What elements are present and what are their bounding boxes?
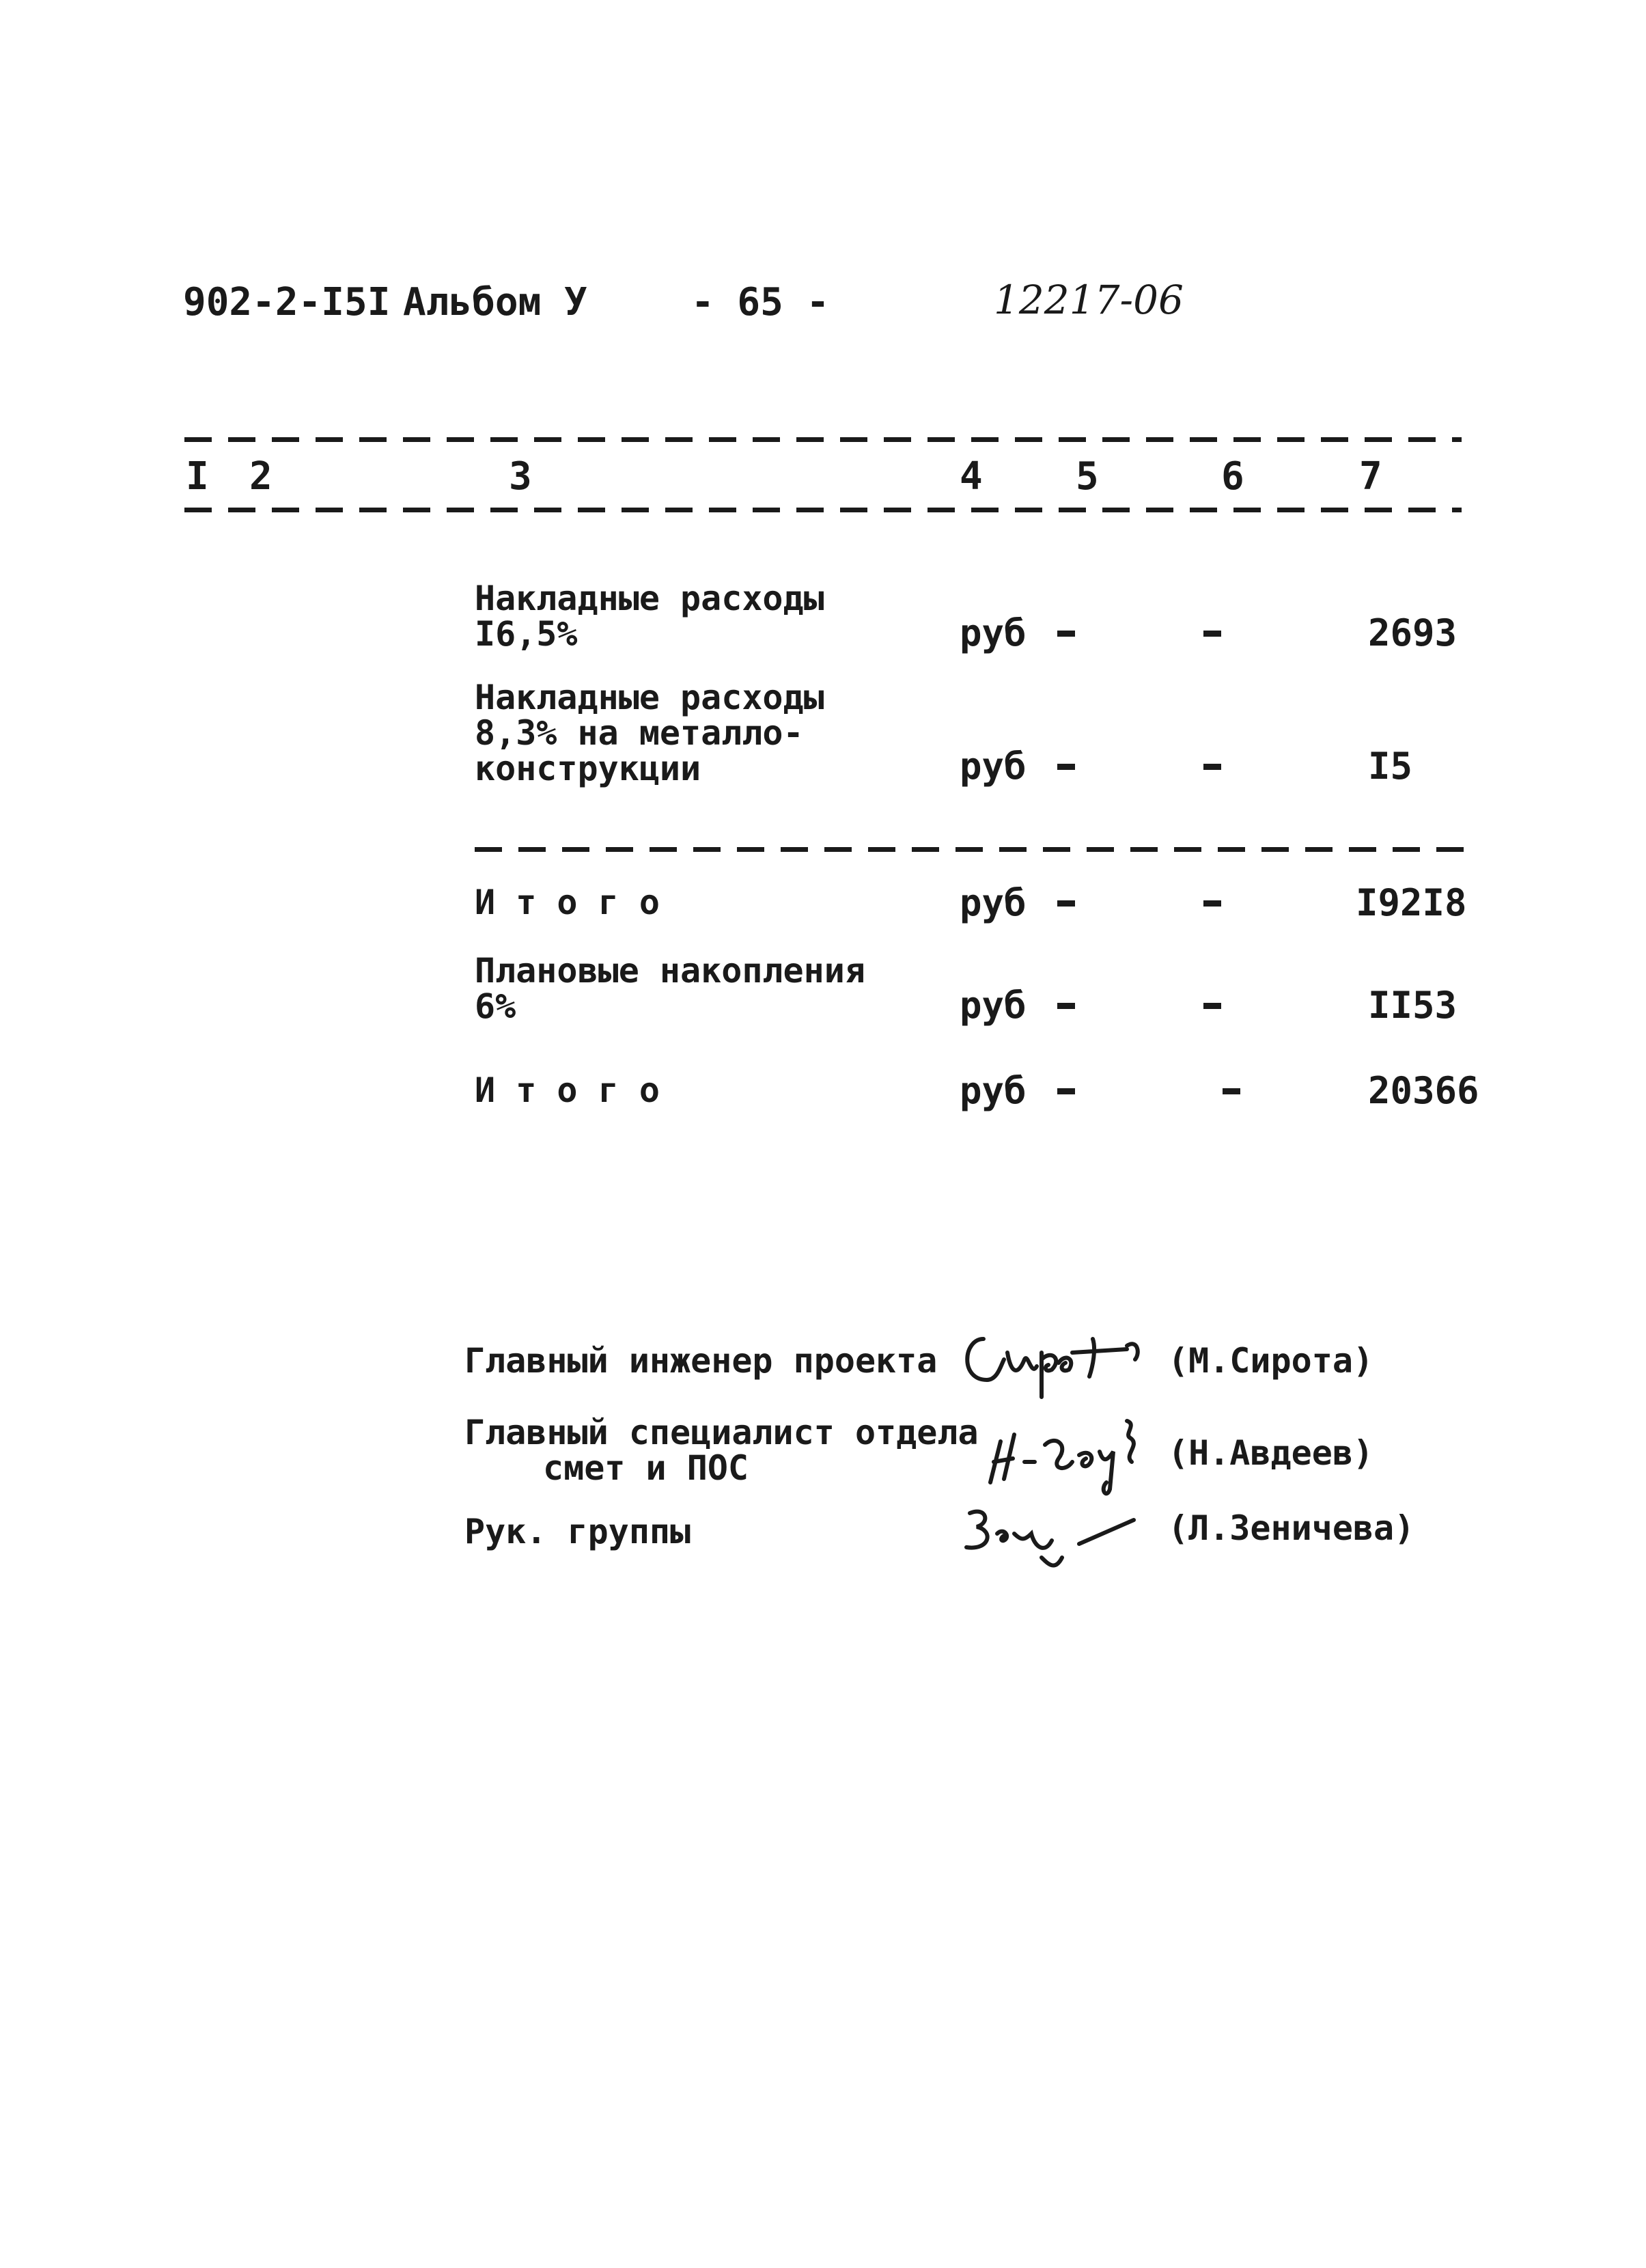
row-name-line: Накладные расходы: [475, 579, 824, 618]
table-top-rule: [184, 437, 1462, 442]
row-col5-dash: [1057, 1088, 1075, 1094]
row-value: I92I8: [1356, 881, 1467, 924]
signatory-role: Рук. группы: [464, 1512, 691, 1551]
signatory-role: смет и ПОС: [543, 1448, 749, 1488]
column-number-6: 6: [1221, 454, 1244, 499]
row-name-line: И т о г о: [475, 1070, 660, 1110]
row-name-line: конструкции: [475, 749, 701, 788]
row-value: 2693: [1368, 611, 1457, 654]
row-name-line: Накладные расходы: [475, 678, 824, 717]
signature-avdeev: [987, 1407, 1178, 1503]
row-value: 20366: [1368, 1069, 1479, 1112]
column-number-3: 3: [509, 454, 532, 499]
row-unit: руб: [960, 611, 1027, 654]
row-name-line: И т о г о: [475, 883, 660, 922]
row-col6-dash: [1203, 764, 1221, 770]
subtotal-rule: [475, 847, 1465, 852]
handwritten-reference: 12217-06: [994, 277, 1184, 323]
row-unit: руб: [960, 881, 1027, 924]
row-col6-dash: [1203, 631, 1221, 637]
row-col5-dash: [1057, 1003, 1075, 1009]
row-name-line: 6%: [475, 986, 516, 1026]
row-col5-dash: [1057, 900, 1075, 907]
signatory-name: (М.Сирота): [1168, 1341, 1374, 1381]
column-number-2: 2: [249, 454, 273, 499]
table-header-rule: [184, 508, 1462, 512]
row-col5-dash: [1057, 631, 1075, 637]
signature-sirota: [956, 1312, 1161, 1400]
row-col6-dash: [1203, 1003, 1221, 1009]
signatory-name: (Н.Авдеев): [1168, 1433, 1374, 1473]
row-value: II53: [1368, 984, 1457, 1027]
signatory-role: Главный инженер проекта: [464, 1341, 938, 1381]
row-col6-dash: [1223, 1088, 1240, 1094]
signatory-role: Главный специалист отдела: [464, 1413, 979, 1452]
row-unit: руб: [960, 745, 1027, 788]
signature-zenicheva: [956, 1493, 1161, 1581]
row-name-line: 8,3% на металло-: [475, 713, 804, 753]
signatory-name: (Л.Зеничева): [1168, 1508, 1415, 1548]
row-unit: руб: [960, 984, 1027, 1027]
row-unit: руб: [960, 1069, 1027, 1112]
column-number-4: 4: [960, 454, 983, 499]
row-value: I5: [1368, 745, 1413, 788]
column-number-5: 5: [1076, 454, 1099, 499]
row-name-line: Плановые накопления: [475, 951, 865, 991]
document-code: 902-2-I5I: [183, 280, 391, 324]
row-name-line: I6,5%: [475, 614, 578, 654]
page-number: - 65 -: [691, 280, 830, 324]
row-col5-dash: [1057, 764, 1075, 770]
column-number-7: 7: [1359, 454, 1382, 499]
column-number-1: I: [186, 454, 209, 499]
album-label: Альбом У: [403, 280, 587, 324]
row-col6-dash: [1203, 900, 1221, 907]
